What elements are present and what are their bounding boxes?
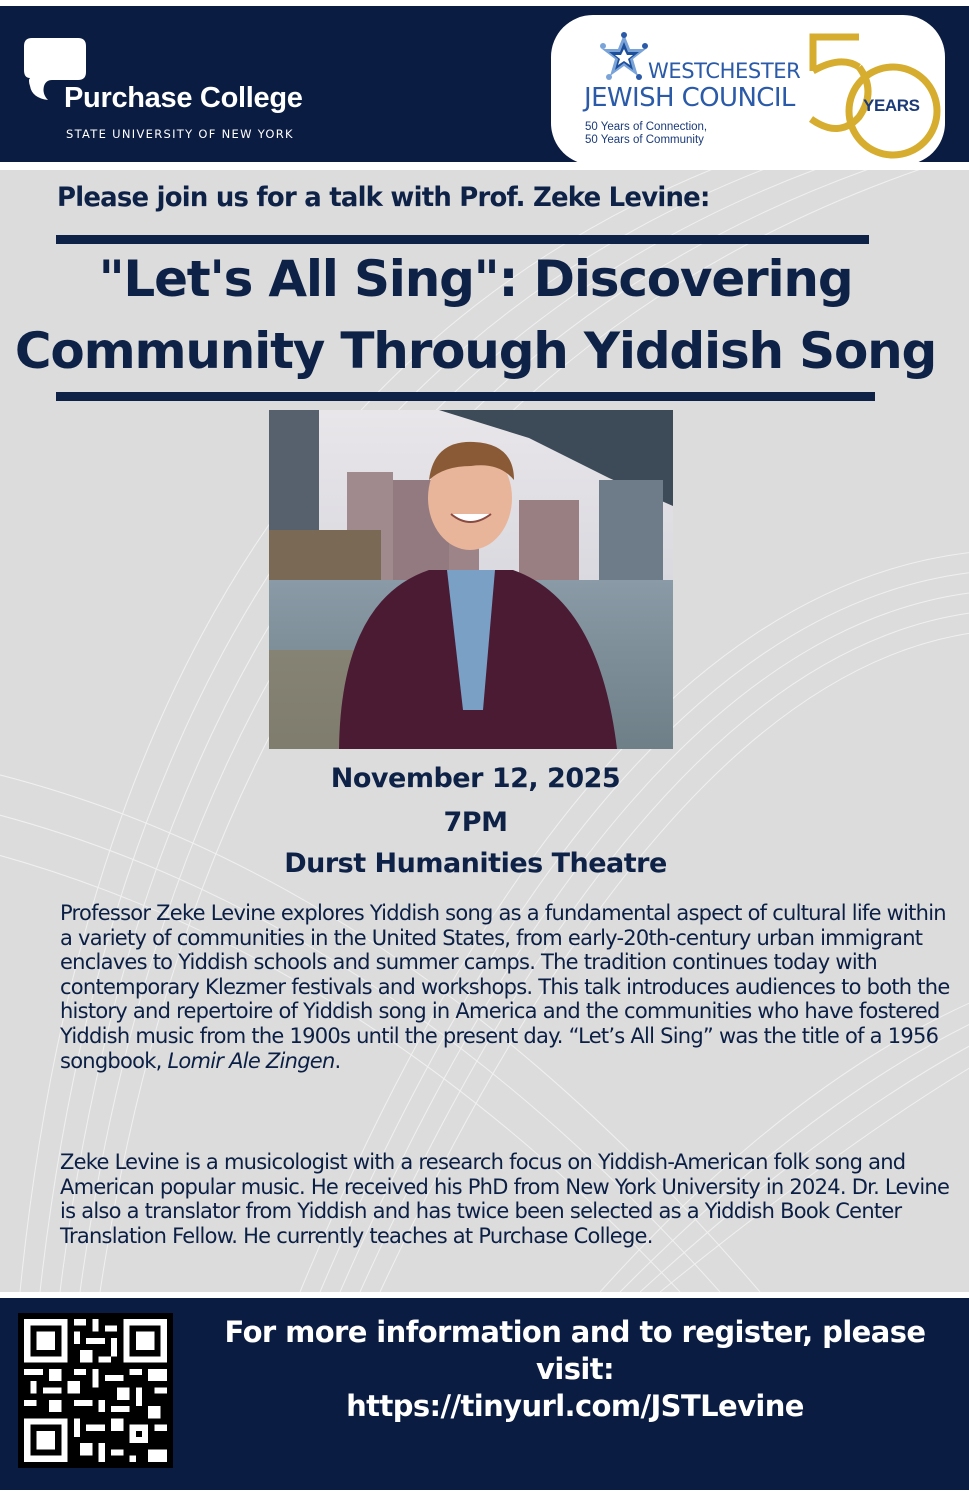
talk-title-line-1: "Let's All Sing": Discovering	[98, 250, 853, 308]
purchase-college-subtitle: STATE UNIVERSITY OF NEW YORK	[66, 127, 294, 141]
star-of-david-people-icon	[599, 32, 649, 80]
qr-code-icon[interactable]	[18, 1313, 173, 1468]
event-time: 7PM	[443, 807, 508, 838]
registration-call-to-action	[195, 1314, 955, 1425]
songbook-title: Lomir Ale Zingen	[167, 1048, 335, 1073]
header-banner	[0, 6, 969, 162]
wjc-years-label: YEARS	[863, 96, 920, 115]
intro-text: Please join us for a talk with Prof. Zeke Levine:	[57, 182, 710, 213]
speaker-bio: Zeke Levine is a musicologist with a research focus on Yiddish-American folk song and American popular music. He received his PhD from New York University in 2024. Dr. Levine is also a translator from Yiddish and has twice been selected as a Yiddish Book Center Translation Fellow. He currently teaches at Purchase College.	[60, 1150, 950, 1248]
talk-description-text: Professor Zeke Levine explores Yiddish song as a fundamental aspect of cultural life within a variety of communities in the United States, from early-20th-century urban immigrant enclaves to Yiddish schools and summer camps. The tradition continues today with contemporary Klezmer festivals and workshops. This talk introduces audiences to both the history and repertoire of Yiddish song in America and the communities who have fostered Yiddish music from the 1900s until the present day. “Let’s All Sing” was the title of a 1956 songbook,	[60, 901, 950, 1073]
cta-line-2: visit:	[536, 1352, 614, 1386]
talk-description-end: .	[334, 1048, 341, 1073]
main-content-panel	[0, 170, 969, 1292]
event-date: November 12, 2025	[330, 763, 621, 794]
purchase-college-name: Purchase College	[64, 82, 303, 114]
event-venue: Durst Humanities Theatre	[284, 848, 667, 879]
speaker-portrait-image	[269, 410, 673, 749]
purchase-college-logo	[22, 34, 342, 144]
divider-bottom	[56, 392, 875, 401]
registration-link[interactable]: https://tinyurl.com/JSTLevine	[346, 1389, 804, 1423]
cta-line-1: For more information and to register, please	[224, 1315, 926, 1349]
speaker-photo	[269, 410, 673, 749]
wjc-tagline-1: 50 Years of Connection,	[585, 121, 708, 133]
wjc-line1: WESTCHESTER	[648, 59, 801, 83]
wjc-line2: JEWISH COUNCIL	[584, 83, 795, 113]
footer-banner	[0, 1298, 969, 1490]
talk-description	[60, 901, 955, 1073]
westchester-jewish-council-logo	[551, 15, 945, 165]
talk-title-line-2: Community Through Yiddish Song	[14, 322, 937, 380]
wjc-tagline-2: 50 Years of Community	[585, 134, 704, 146]
divider-top	[56, 235, 869, 244]
